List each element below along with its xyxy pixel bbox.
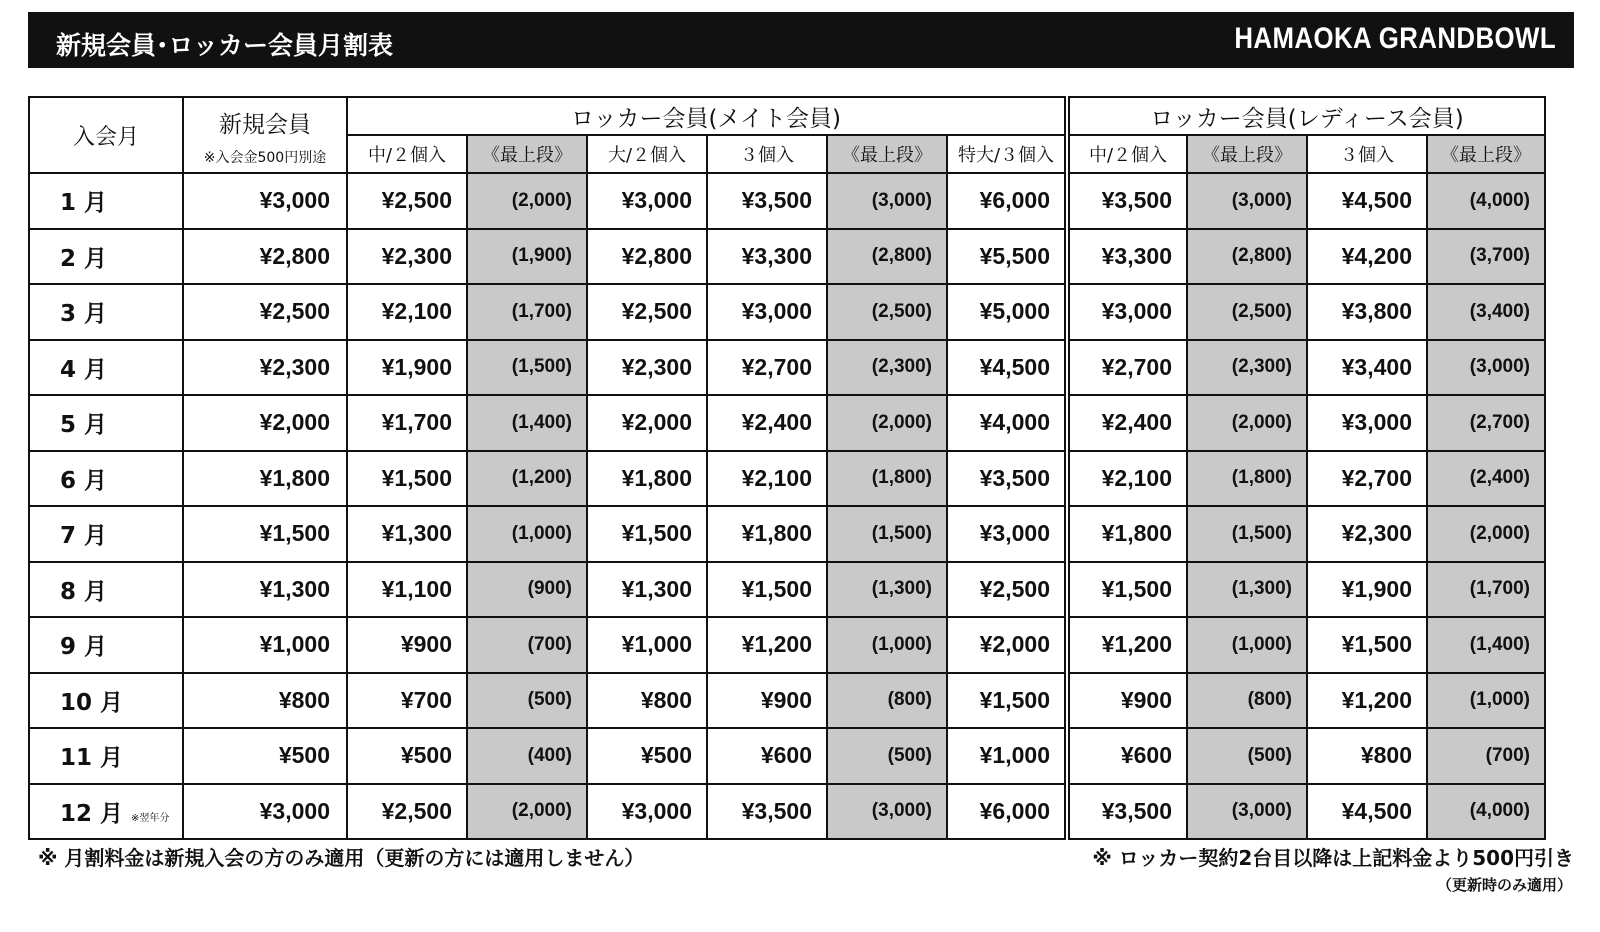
top-shelf-price-cell: (4,000) — [1427, 173, 1545, 229]
month-cell — [29, 728, 183, 784]
month-label: 4 月 — [60, 356, 108, 383]
top-shelf-price-cell: (3,000) — [827, 173, 947, 229]
price-cell: ¥1,500 — [587, 506, 707, 562]
top-shelf-price-cell: (500) — [827, 728, 947, 784]
price-cell: ¥3,400 — [1307, 340, 1427, 396]
top-shelf-price-cell: (1,700) — [1427, 562, 1545, 618]
price-cell: ¥3,300 — [1067, 229, 1187, 285]
price-cell: ¥2,500 — [347, 173, 467, 229]
top-shelf-price-cell: (2,800) — [827, 229, 947, 285]
month-cell — [29, 340, 183, 396]
top-shelf-price-cell: (800) — [1187, 673, 1307, 729]
price-cell: ¥2,500 — [347, 784, 467, 840]
table-row — [29, 229, 1545, 285]
price-cell: ¥3,000 — [707, 284, 827, 340]
month-cell — [29, 229, 183, 285]
price-cell: ¥3,000 — [1067, 284, 1187, 340]
price-cell: ¥1,000 — [587, 617, 707, 673]
top-shelf-price-cell: (1,000) — [467, 506, 587, 562]
top-shelf-price-cell: (2,000) — [827, 395, 947, 451]
subheader-cell: ３個入 — [1307, 135, 1427, 173]
table-row — [29, 506, 1545, 562]
price-cell: ¥3,300 — [707, 229, 827, 285]
price-cell: ¥3,500 — [707, 173, 827, 229]
month-cell — [29, 506, 183, 562]
table-row — [29, 728, 1545, 784]
top-shelf-price-cell: (2,400) — [1427, 451, 1545, 507]
month-label: 5 月 — [60, 412, 108, 439]
month-cell — [29, 784, 183, 840]
price-cell: ¥3,800 — [1307, 284, 1427, 340]
top-shelf-price-cell: (1,000) — [827, 617, 947, 673]
price-cell: ¥2,700 — [707, 340, 827, 396]
top-shelf-price-cell: (2,000) — [1427, 506, 1545, 562]
price-cell: ¥1,500 — [347, 451, 467, 507]
top-shelf-price-cell: (1,500) — [827, 506, 947, 562]
price-cell: ¥1,200 — [1307, 673, 1427, 729]
price-cell: ¥2,000 — [183, 395, 347, 451]
price-cell: ¥3,500 — [947, 451, 1067, 507]
price-cell: ¥1,800 — [1067, 506, 1187, 562]
top-shelf-price-cell: (1,700) — [467, 284, 587, 340]
price-cell: ¥1,900 — [347, 340, 467, 396]
top-shelf-price-cell: (2,800) — [1187, 229, 1307, 285]
month-cell — [29, 617, 183, 673]
price-cell: ¥2,300 — [1307, 506, 1427, 562]
price-cell: ¥2,000 — [947, 617, 1067, 673]
price-sheet — [28, 96, 1546, 840]
month-cell — [29, 173, 183, 229]
month-label: 10 月 — [60, 689, 124, 716]
price-cell: ¥2,000 — [587, 395, 707, 451]
price-cell: ¥2,500 — [947, 562, 1067, 618]
price-cell: ¥4,500 — [1307, 784, 1427, 840]
header-new-note: ※入会金500円別途 — [203, 149, 327, 166]
subheader-cell: 中/２個入 — [347, 135, 467, 173]
price-cell: ¥2,400 — [707, 395, 827, 451]
price-cell: ¥4,000 — [947, 395, 1067, 451]
price-cell: ¥2,100 — [347, 284, 467, 340]
price-cell: ¥2,300 — [587, 340, 707, 396]
price-cell: ¥1,300 — [183, 562, 347, 618]
price-cell: ¥1,500 — [707, 562, 827, 618]
top-shelf-price-cell: (1,400) — [467, 395, 587, 451]
header-new-member — [183, 97, 347, 173]
top-shelf-price-cell: (800) — [827, 673, 947, 729]
price-cell: ¥900 — [707, 673, 827, 729]
top-shelf-price-cell: (2,300) — [1187, 340, 1307, 396]
subheader-cell: 《最上段》 — [1187, 135, 1307, 173]
price-cell: ¥2,400 — [1067, 395, 1187, 451]
price-table — [28, 96, 1546, 840]
subheader-cell: 特大/３個入 — [947, 135, 1067, 173]
price-cell: ¥3,000 — [947, 506, 1067, 562]
table-row — [29, 173, 1545, 229]
month-cell — [29, 395, 183, 451]
top-shelf-price-cell: (3,000) — [827, 784, 947, 840]
price-cell: ¥3,000 — [183, 784, 347, 840]
top-shelf-price-cell: (3,400) — [1427, 284, 1545, 340]
month-label: 6 月 — [60, 467, 108, 494]
month-label: 11 月 — [60, 745, 124, 772]
top-shelf-price-cell: (700) — [467, 617, 587, 673]
header-group-ladies: ロッカー会員(レディース会員) — [1067, 97, 1545, 135]
header-month: 入会月 — [29, 97, 183, 173]
top-shelf-price-cell: (400) — [467, 728, 587, 784]
top-shelf-price-cell: (1,300) — [1187, 562, 1307, 618]
table-row — [29, 284, 1545, 340]
price-cell: ¥900 — [1067, 673, 1187, 729]
top-shelf-price-cell: (700) — [1427, 728, 1545, 784]
price-cell: ¥2,300 — [347, 229, 467, 285]
price-cell: ¥1,500 — [183, 506, 347, 562]
price-cell: ¥1,000 — [183, 617, 347, 673]
month-cell — [29, 673, 183, 729]
top-shelf-price-cell: (1,800) — [1187, 451, 1307, 507]
subheader-cell: 《最上段》 — [827, 135, 947, 173]
footer-left-note: ※ 月割料金は新規入会の方のみ適用（更新の方には適用しません） — [38, 846, 645, 870]
price-cell: ¥6,000 — [947, 173, 1067, 229]
price-cell: ¥3,000 — [587, 784, 707, 840]
price-cell: ¥800 — [587, 673, 707, 729]
price-cell: ¥1,500 — [1307, 617, 1427, 673]
price-cell: ¥500 — [587, 728, 707, 784]
price-cell: ¥1,000 — [947, 728, 1067, 784]
top-shelf-price-cell: (1,500) — [467, 340, 587, 396]
price-cell: ¥2,100 — [707, 451, 827, 507]
top-shelf-price-cell: (2,000) — [1187, 395, 1307, 451]
price-cell: ¥1,700 — [347, 395, 467, 451]
month-label: 12 月 — [60, 800, 124, 827]
top-shelf-price-cell: (2,000) — [467, 173, 587, 229]
month-label: 1 月 — [60, 190, 108, 217]
price-cell: ¥2,300 — [183, 340, 347, 396]
top-shelf-price-cell: (2,500) — [1187, 284, 1307, 340]
month-label: 8 月 — [60, 578, 108, 605]
header-new-label: 新規会員 — [219, 111, 311, 138]
page-title: 新規会員･ロッカー会員月割表 — [56, 31, 394, 60]
price-cell: ¥1,100 — [347, 562, 467, 618]
top-shelf-price-cell: (1,800) — [827, 451, 947, 507]
top-shelf-price-cell: (1,900) — [467, 229, 587, 285]
top-shelf-price-cell: (2,500) — [827, 284, 947, 340]
footer-right-subnote: （更新時のみ適用） — [1436, 876, 1572, 894]
table-row — [29, 617, 1545, 673]
top-shelf-price-cell: (4,000) — [1427, 784, 1545, 840]
price-cell: ¥3,000 — [183, 173, 347, 229]
price-cell: ¥2,500 — [587, 284, 707, 340]
price-cell: ¥1,800 — [707, 506, 827, 562]
price-cell: ¥600 — [1067, 728, 1187, 784]
subheader-cell: 《最上段》 — [1427, 135, 1545, 173]
top-shelf-price-cell: (1,400) — [1427, 617, 1545, 673]
price-cell: ¥500 — [183, 728, 347, 784]
subheader-cell: 中/２個入 — [1067, 135, 1187, 173]
month-cell — [29, 451, 183, 507]
price-cell: ¥900 — [347, 617, 467, 673]
price-cell: ¥3,500 — [1067, 784, 1187, 840]
month-cell — [29, 284, 183, 340]
subheader-cell: 大/２個入 — [587, 135, 707, 173]
price-cell: ¥1,800 — [587, 451, 707, 507]
price-cell: ¥4,500 — [947, 340, 1067, 396]
price-cell: ¥1,900 — [1307, 562, 1427, 618]
price-cell: ¥1,800 — [183, 451, 347, 507]
top-shelf-price-cell: (1,000) — [1187, 617, 1307, 673]
top-shelf-price-cell: (1,300) — [827, 562, 947, 618]
table-row — [29, 451, 1545, 507]
price-cell: ¥2,500 — [183, 284, 347, 340]
price-cell: ¥2,700 — [1307, 451, 1427, 507]
price-cell: ¥2,800 — [183, 229, 347, 285]
price-cell: ¥3,500 — [1067, 173, 1187, 229]
price-cell: ¥800 — [1307, 728, 1427, 784]
price-cell: ¥2,700 — [1067, 340, 1187, 396]
top-shelf-price-cell: (500) — [1187, 728, 1307, 784]
top-shelf-price-cell: (2,700) — [1427, 395, 1545, 451]
top-shelf-price-cell: (3,000) — [1427, 340, 1545, 396]
price-cell: ¥2,100 — [1067, 451, 1187, 507]
month-label: 3 月 — [60, 301, 108, 328]
month-label: 7 月 — [60, 523, 108, 550]
month-label: 2 月 — [60, 245, 108, 272]
table-row — [29, 562, 1545, 618]
subheader-cell: ３個入 — [707, 135, 827, 173]
top-shelf-price-cell: (500) — [467, 673, 587, 729]
price-cell: ¥1,300 — [347, 506, 467, 562]
top-shelf-price-cell: (2,300) — [827, 340, 947, 396]
table-row — [29, 395, 1545, 451]
top-shelf-price-cell: (2,000) — [467, 784, 587, 840]
price-cell: ¥800 — [183, 673, 347, 729]
price-cell: ¥700 — [347, 673, 467, 729]
subheader-cell: 《最上段》 — [467, 135, 587, 173]
price-cell: ¥1,300 — [587, 562, 707, 618]
price-cell: ¥1,200 — [1067, 617, 1187, 673]
price-cell: ¥6,000 — [947, 784, 1067, 840]
table-row — [29, 673, 1545, 729]
price-cell: ¥3,000 — [587, 173, 707, 229]
price-cell: ¥5,000 — [947, 284, 1067, 340]
top-shelf-price-cell: (3,700) — [1427, 229, 1545, 285]
month-label: 9 月 — [60, 634, 108, 661]
price-cell: ¥1,500 — [1067, 562, 1187, 618]
price-cell: ¥1,200 — [707, 617, 827, 673]
price-cell: ¥4,200 — [1307, 229, 1427, 285]
top-shelf-price-cell: (3,000) — [1187, 173, 1307, 229]
price-cell: ¥500 — [347, 728, 467, 784]
table-row — [29, 340, 1545, 396]
price-cell: ¥2,800 — [587, 229, 707, 285]
title-bar — [28, 12, 1574, 68]
price-cell: ¥3,000 — [1307, 395, 1427, 451]
price-body — [29, 173, 1545, 839]
top-shelf-price-cell: (1,200) — [467, 451, 587, 507]
price-cell: ¥600 — [707, 728, 827, 784]
top-shelf-price-cell: (1,500) — [1187, 506, 1307, 562]
table-row — [29, 784, 1545, 840]
top-shelf-price-cell: (3,000) — [1187, 784, 1307, 840]
footer-right-note: ※ ロッカー契約2台目以降は上記料金より500円引き — [1092, 846, 1574, 870]
top-shelf-price-cell: (1,000) — [1427, 673, 1545, 729]
price-cell: ¥5,500 — [947, 229, 1067, 285]
top-shelf-price-cell: (900) — [467, 562, 587, 618]
brand-name: HAMAOKA GRANDBOWL — [1234, 22, 1556, 55]
header-group-mate: ロッカー会員(メイト会員) — [347, 97, 1067, 135]
price-cell: ¥4,500 — [1307, 173, 1427, 229]
month-note: ※翌年分 — [131, 812, 170, 824]
price-cell: ¥3,500 — [707, 784, 827, 840]
month-cell — [29, 562, 183, 618]
price-cell: ¥1,500 — [947, 673, 1067, 729]
